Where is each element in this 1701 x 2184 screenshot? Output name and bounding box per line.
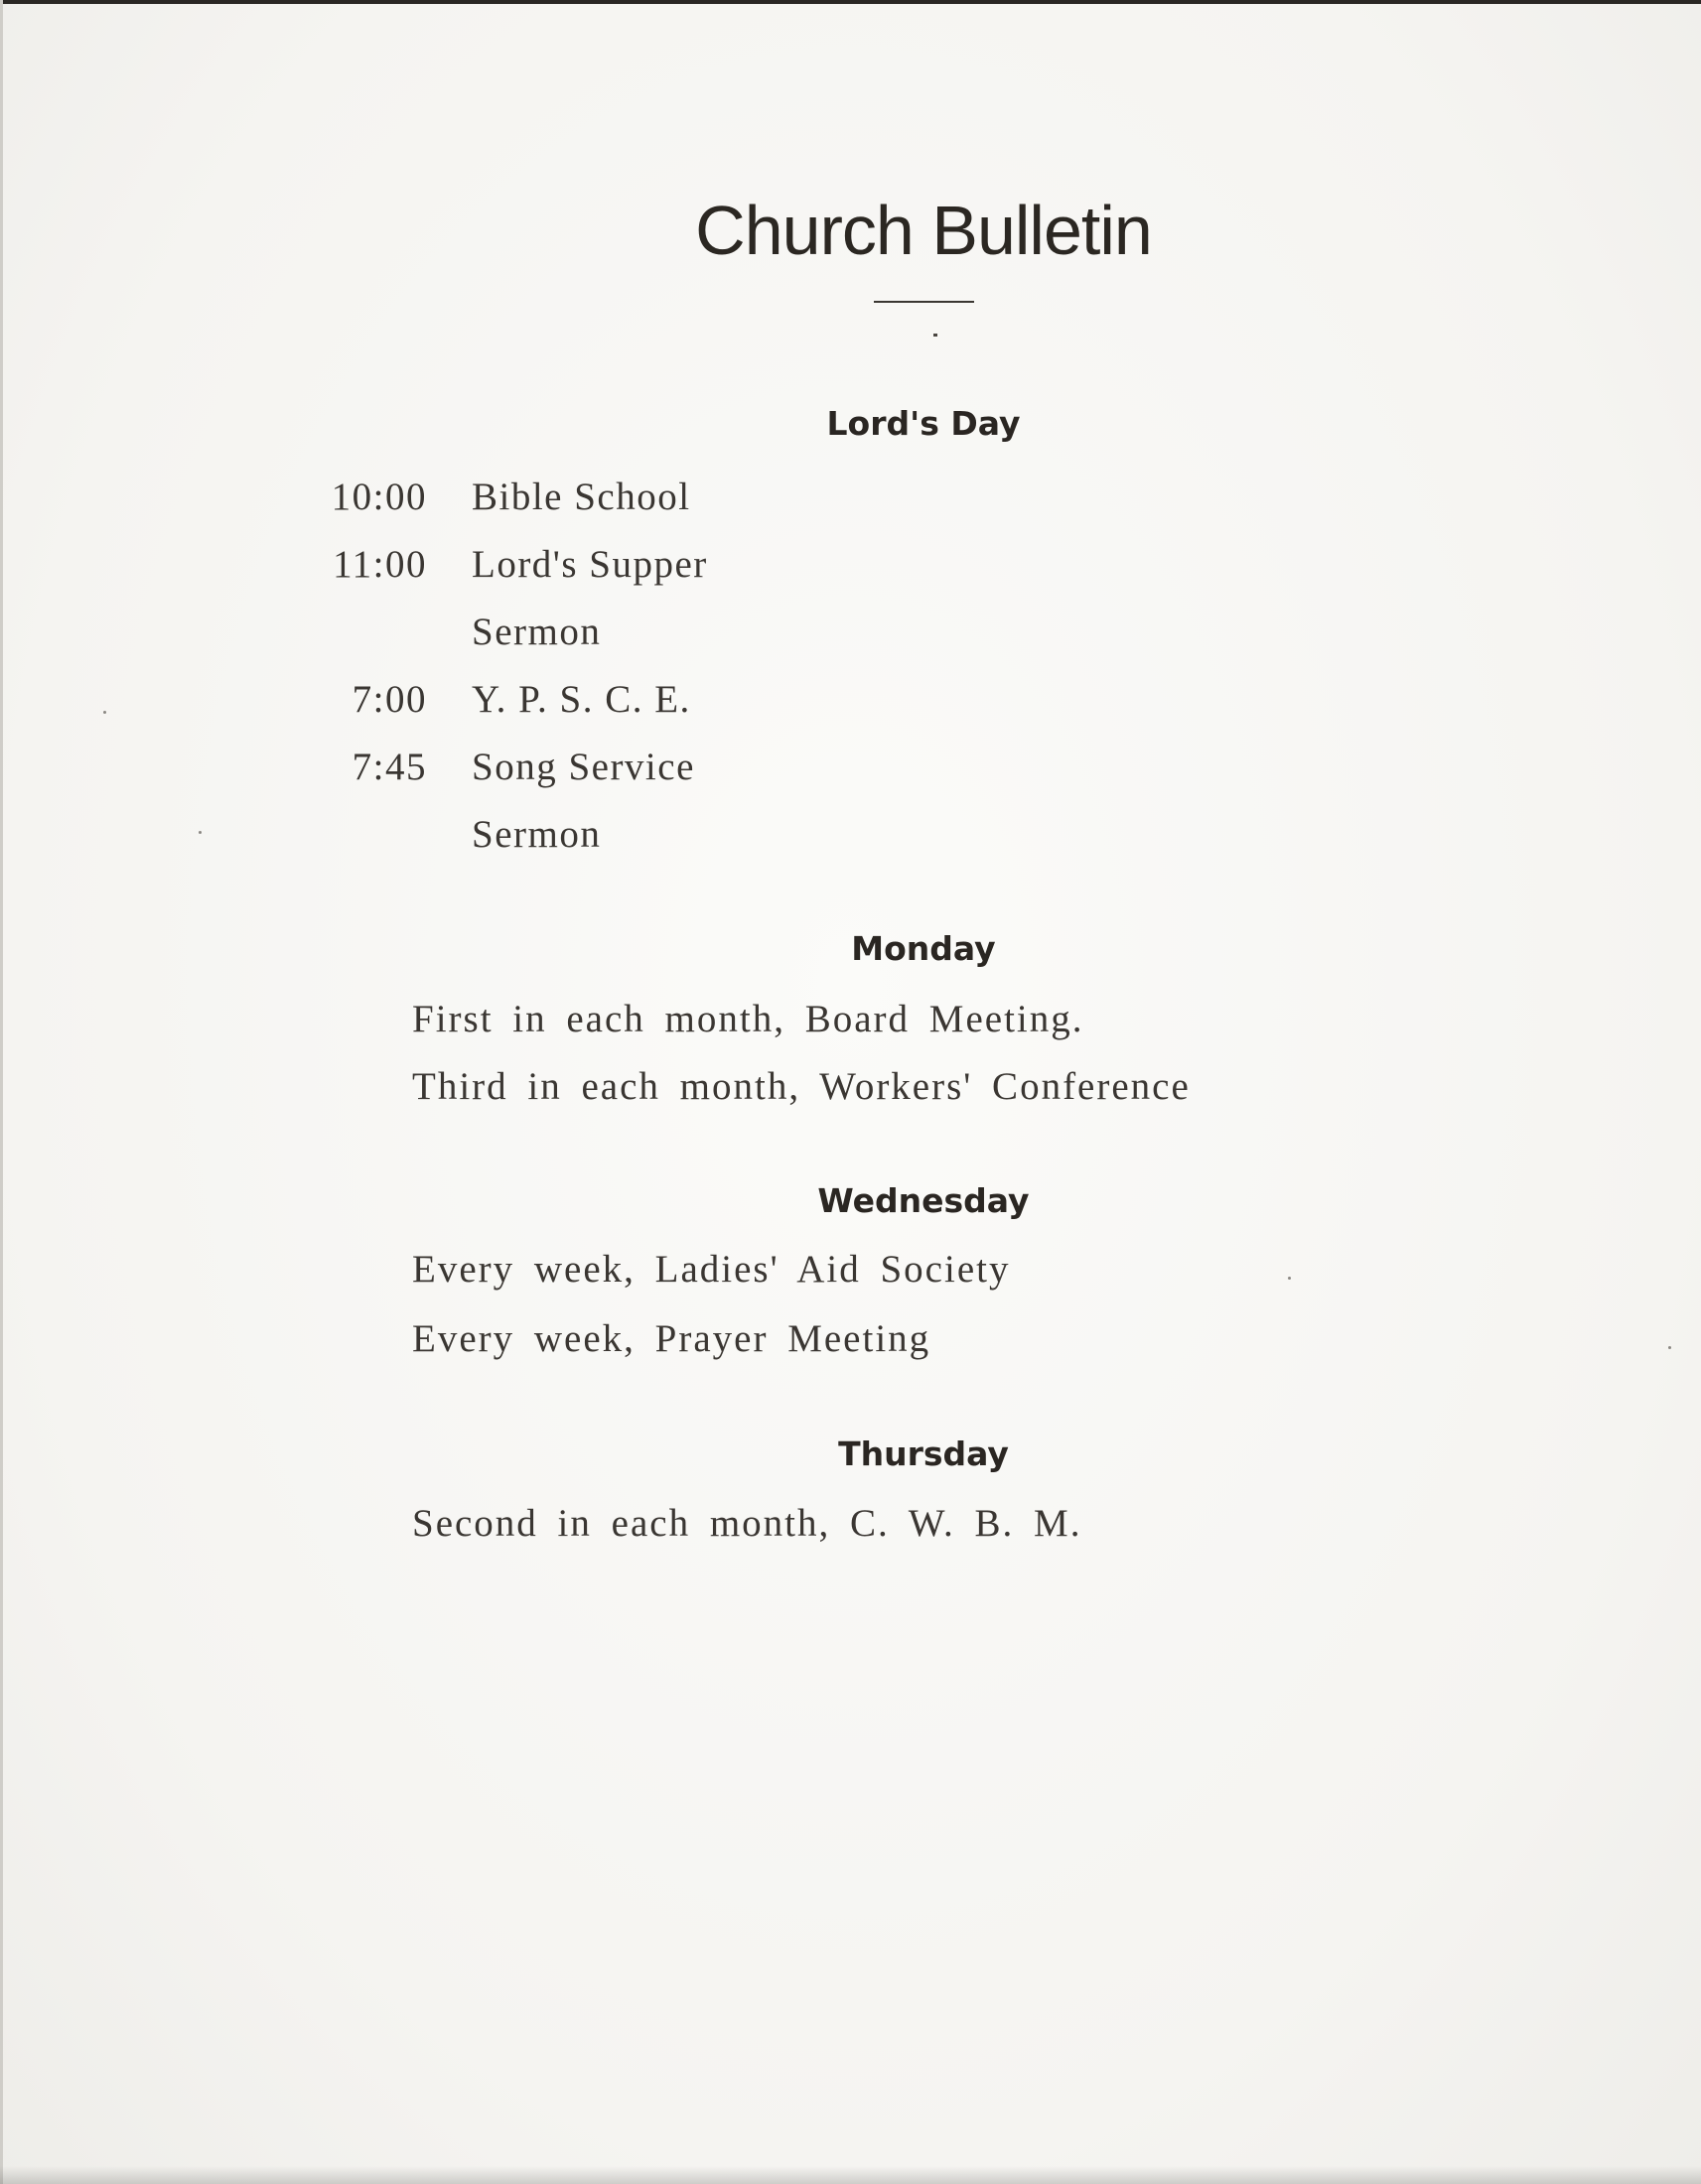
section-heading-monday: Monday [851,929,996,968]
schedule-row [0,677,993,727]
paper-speck [103,711,106,714]
schedule-line: Every week, Ladies' Aid Society [412,1248,1011,1291]
schedule-event: Y. P. S. C. E. [472,678,691,721]
schedule-line: Third in each month, Workers' Conference [412,1065,1191,1108]
page-top-edge [0,0,1701,4]
schedule-row [0,475,993,524]
section-heading-lords-day: Lord's Day [826,404,1021,443]
page-bottom-shadow [0,2166,1701,2184]
schedule-event: Bible School [472,476,691,518]
paper-speck [1288,1277,1291,1280]
title-ornament-dot [933,334,937,337]
schedule-time: 7:45 [352,746,427,788]
schedule-event: Sermon [472,611,602,653]
schedule-event: Song Service [472,746,695,788]
schedule-event: Lord's Supper [472,543,708,586]
schedule-event: Sermon [472,813,602,856]
page-title: Church Bulletin [695,192,1152,269]
section-heading-wednesday: Wednesday [817,1181,1030,1220]
schedule-time: 11:00 [333,543,427,586]
schedule-row [0,542,993,592]
schedule-line: Second in each month, C. W. B. M. [412,1502,1082,1545]
schedule-time: 10:00 [331,476,427,518]
paper-speck [1668,1346,1671,1349]
schedule-line: First in each month, Board Meeting. [412,998,1084,1040]
section-heading-thursday: Thursday [838,1434,1009,1473]
schedule-row [0,812,993,862]
schedule-row [0,745,993,794]
schedule-row [0,610,993,659]
title-divider [874,301,974,303]
page-left-edge [0,0,3,2184]
paper-speck [199,831,202,834]
schedule-line: Every week, Prayer Meeting [412,1317,931,1360]
schedule-time: 7:00 [352,678,427,721]
